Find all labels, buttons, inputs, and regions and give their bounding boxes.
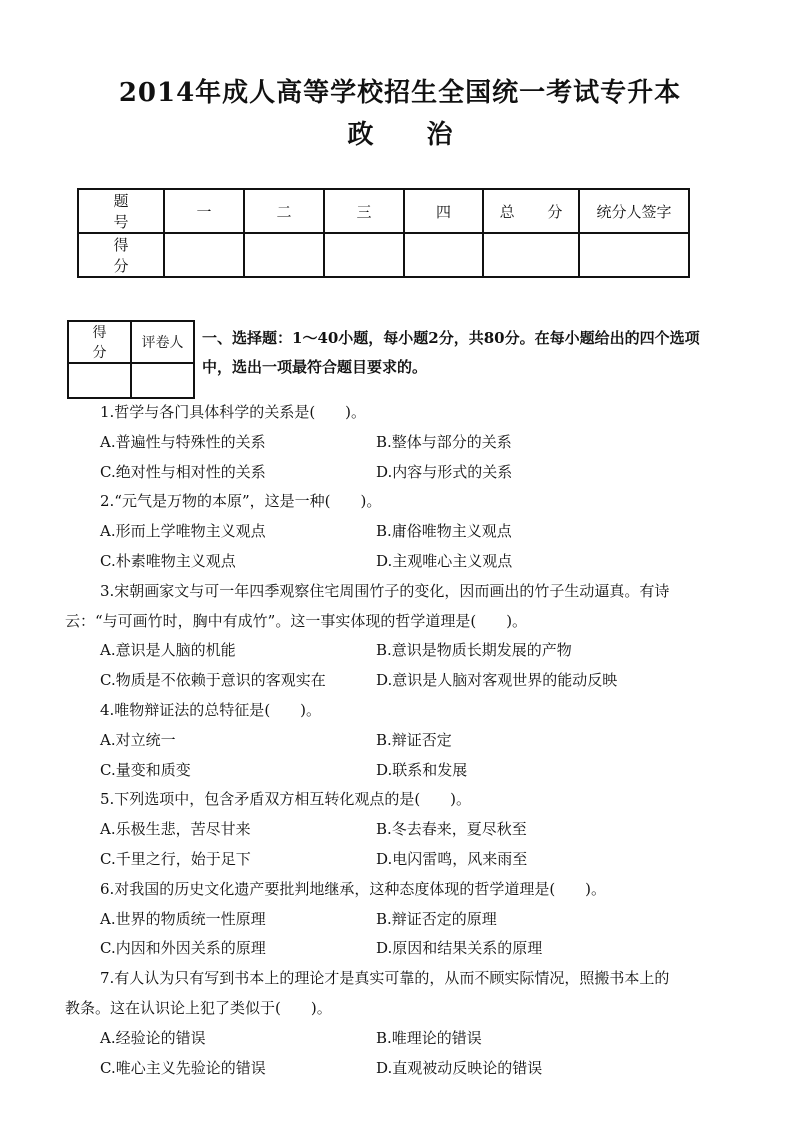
option-row (100, 1024, 700, 1054)
option[interactable]: C.朴素唯物主义观点 (100, 551, 236, 570)
score-header-cell: 一 (164, 189, 244, 233)
option[interactable]: A.形而上学唯物主义观点 (100, 522, 266, 541)
option-row (100, 458, 700, 488)
score-header-cell: 四 (404, 189, 483, 233)
option[interactable]: A.意识是人脑的机能 (100, 641, 236, 660)
option-row (100, 845, 700, 875)
option[interactable]: B.辩证否定 (376, 730, 452, 749)
question-stem-continued: 云：“与可画竹时，胸中有成竹”。这一事实体现的哲学道理是( )。 (65, 611, 528, 630)
option-row (100, 726, 700, 756)
option[interactable]: A.对立统一 (100, 730, 176, 749)
section-instruction: 一、选择题：1～40小题，每小题2分，共80分。在每小题给出的四个选项中，选出一项最符合题目要求的。 (202, 329, 700, 376)
option-row (100, 756, 700, 786)
option-row (100, 1054, 700, 1084)
option[interactable]: B.辩证否定的原理 (376, 909, 497, 928)
score-row-label: 得 分 (78, 233, 164, 277)
option-row (100, 517, 700, 547)
question-stem: 1.哲学与各门具体科学的关系是( )。 (100, 403, 367, 421)
score-cell[interactable] (244, 233, 324, 277)
option[interactable]: C.内因和外因关系的原理 (100, 939, 266, 958)
grader-name-label: 评卷人 (131, 321, 194, 363)
score-header-cell: 二 (244, 189, 324, 233)
option[interactable]: D.主观唯心主义观点 (376, 551, 513, 570)
question-stem: 7.有人认为只有写到书本上的理论才是真实可靠的，从而不顾实际情况，照搬书本上的 (100, 969, 670, 988)
option-row (100, 636, 700, 666)
option[interactable]: A.世界的物质统一性原理 (100, 909, 266, 928)
option[interactable]: C.物质是不依赖于意识的客观实在 (100, 671, 326, 690)
option-row (100, 666, 700, 696)
option[interactable]: B.整体与部分的关系 (376, 432, 512, 451)
option[interactable]: C.绝对性与相对性的关系 (100, 462, 266, 481)
option-row (100, 428, 700, 458)
score-cell[interactable] (579, 233, 689, 277)
option[interactable]: D.联系和发展 (376, 760, 468, 779)
option[interactable]: D.电闪雷鸣，风来雨至 (376, 849, 528, 868)
option[interactable]: B.庸俗唯物主义观点 (376, 522, 512, 541)
option-row (100, 934, 700, 964)
question-stem-continued: 教条。这在认识论上犯了类似于( )。 (65, 998, 332, 1017)
question-stem: 4.唯物辩证法的总特征是( )。 (100, 700, 322, 719)
option[interactable]: C.量变和质变 (100, 760, 191, 779)
option[interactable]: A.普遍性与特殊性的关系 (100, 432, 266, 451)
score-table (77, 188, 690, 278)
grader-table (67, 320, 195, 399)
score-cell[interactable] (324, 233, 404, 277)
option[interactable]: C.唯心主义先验论的错误 (100, 1058, 266, 1077)
score-cell[interactable] (164, 233, 244, 277)
option[interactable]: A.乐极生悲，苦尽甘来 (100, 820, 251, 839)
score-header-cell: 三 (324, 189, 404, 233)
option[interactable]: B.意识是物质长期发展的产物 (376, 641, 572, 660)
grader-score-label: 得 分 (68, 321, 131, 363)
option-row (100, 905, 700, 935)
option[interactable]: D.直观被动反映论的错误 (376, 1058, 543, 1077)
question-stem: 5.下列选项中，包含矛盾双方相互转化观点的是( )。 (100, 790, 472, 809)
question-list (65, 398, 700, 1083)
option-row (100, 547, 700, 577)
score-header-cell: 总 分 (483, 189, 579, 233)
score-table-score-row (78, 233, 689, 277)
subject-title: 政 治 (347, 120, 475, 150)
option[interactable]: C.千里之行，始于足下 (100, 849, 251, 868)
option[interactable]: D.意识是人脑对客观世界的能动反映 (376, 671, 618, 690)
grader-name-cell[interactable] (131, 363, 194, 398)
option[interactable]: D.原因和结果关系的原理 (376, 939, 543, 958)
exam-title: 2014年成人高等学校招生全国统一考试专升本 (118, 78, 682, 108)
score-table-header-row (78, 189, 689, 233)
score-cell[interactable] (404, 233, 483, 277)
option[interactable]: D.内容与形式的关系 (376, 462, 513, 481)
question-stem: 3.宋朝画家文与可一年四季观察住宅周围竹子的变化，因而画出的竹子生动逼真。有诗 (100, 581, 670, 600)
question-stem: 2.“元气是万物的本原”，这是一种( )。 (100, 492, 382, 511)
option-row (100, 815, 700, 845)
question-stem: 6.对我国的历史文化遗产要批判地继承，这种态度体现的哲学道理是( )。 (100, 879, 607, 898)
grader-score-cell[interactable] (68, 363, 131, 398)
score-cell[interactable] (483, 233, 579, 277)
score-header-cell: 统分人签字 (579, 189, 689, 233)
score-header-cell: 题 号 (78, 189, 164, 233)
option[interactable]: B.唯理论的错误 (376, 1028, 482, 1047)
option[interactable]: A.经验论的错误 (100, 1028, 206, 1047)
option[interactable]: B.冬去春来，夏尽秋至 (376, 820, 527, 839)
